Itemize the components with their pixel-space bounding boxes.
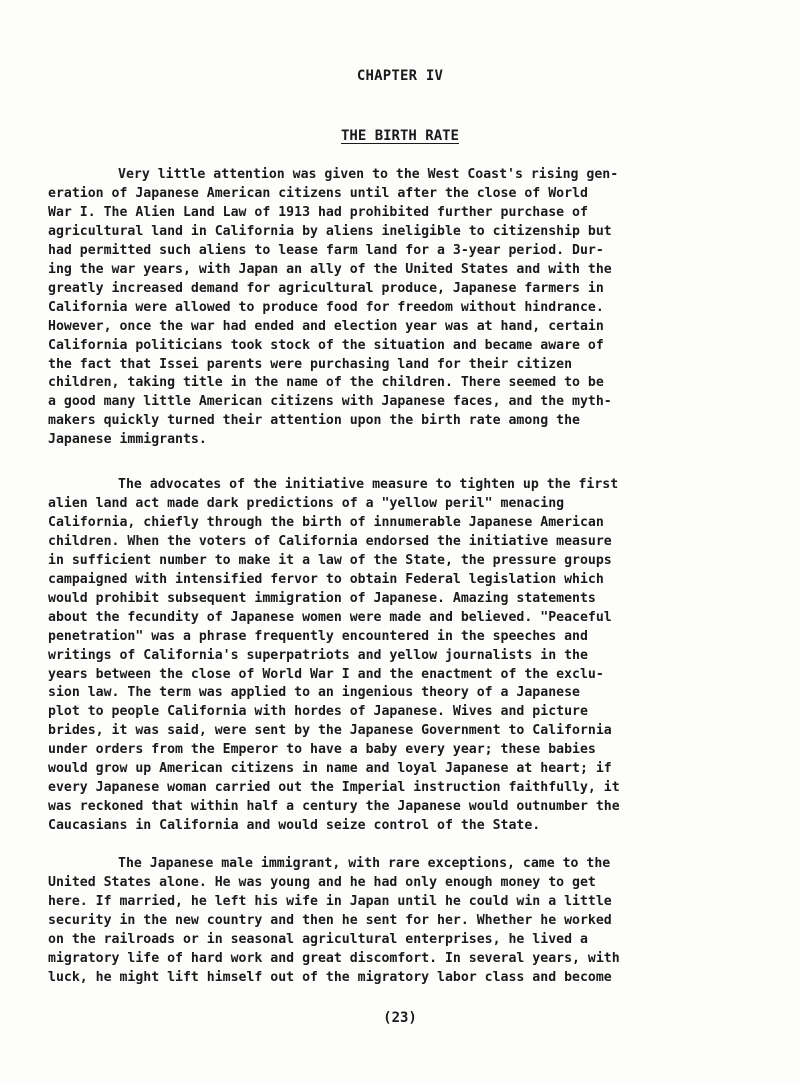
text-line: security in the new country and then he sent for her. Whether he worked <box>48 912 612 928</box>
text-line: would prohibit subsequent immigration of Japanese. Amazing statements <box>48 590 596 606</box>
text-line: penetration" was a phrase frequently encountered in the speeches and <box>48 628 588 644</box>
section-title <box>0 128 800 144</box>
text-line: eration of Japanese American citizens until after the close of World <box>48 185 588 201</box>
text-line: writings of California's superpatriots and yellow journalists in the <box>48 647 588 663</box>
text-line: Japanese immigrants. <box>48 432 207 448</box>
text-line: was reckoned that within half a century the Japanese would outnumber the <box>48 799 620 815</box>
text-line: greatly increased demand for agricultural produce, Japanese farmers in <box>48 280 604 296</box>
text-line: migratory life of hard work and great discomfort. In several years, with <box>48 950 620 966</box>
text-line: ing the war years, with Japan an ally of the United States and with the <box>48 261 612 277</box>
text-line: would grow up American citizens in name and loyal Japanese at heart; if <box>48 761 612 777</box>
text-line: California politicians took stock of the situation and became aware of <box>48 337 604 353</box>
text-line: a good many little American citizens with Japanese faces, and the myth- <box>48 394 612 410</box>
text-line: every Japanese woman carried out the Imperial instruction faithfully, it <box>48 780 620 796</box>
text-line: California, chiefly through the birth of innumerable Japanese American <box>48 514 604 530</box>
text-line: United States alone. He was young and he had only enough money to get <box>48 874 596 890</box>
text-line: here. If married, he left his wife in Japan until he could win a little <box>48 893 612 909</box>
text-line: brides, it was said, were sent by the Japanese Government to California <box>48 723 612 739</box>
text-line: Very little attention was given to the West Coast's rising gen- <box>118 167 619 182</box>
paragraph-3 <box>48 855 758 988</box>
text-line: the fact that Issei parents were purchasing land for their citizen <box>48 356 573 372</box>
text-line: in sufficient number to make it a law of the State, the pressure groups <box>48 552 612 568</box>
text-line: makers quickly turned their attention upon the birth rate among the <box>48 413 580 429</box>
text-line: The advocates of the initiative measure to tighten up the first <box>118 477 619 492</box>
text-line: sion law. The term was applied to an ingenious theory of a Japanese <box>48 685 580 701</box>
text-line: alien land act made dark predictions of a "yellow peril" menacing <box>48 495 565 511</box>
text-line: under orders from the Emperor to have a baby every year; these babies <box>48 742 596 758</box>
paragraph-2 <box>48 476 758 836</box>
text-line: campaigned with intensified fervor to obtain Federal legislation which <box>48 571 604 587</box>
text-line: However, once the war had ended and election year was at hand, certain <box>48 318 604 334</box>
paragraph-1 <box>48 166 758 450</box>
text-line: years between the close of World War I and the enactment of the exclu- <box>48 666 604 682</box>
page-number: (23) <box>383 1010 417 1026</box>
text-line: Caucasians in California and would seize control of the State. <box>48 818 541 834</box>
text-line: luck, he might lift himself out of the migratory labor class and become <box>48 969 612 985</box>
text-line: on the railroads or in seasonal agricultural enterprises, he lived a <box>48 931 588 947</box>
text-line: War I. The Alien Land Law of 1913 had prohibited further purchase of <box>48 204 588 220</box>
text-line: about the fecundity of Japanese women were made and believed. "Peaceful <box>48 609 612 625</box>
chapter-heading: CHAPTER IV <box>356 68 444 84</box>
section-title-text: THE BIRTH RATE <box>340 128 459 144</box>
text-line: children, taking title in the name of the children. There seemed to be <box>48 375 604 391</box>
text-line: had permitted such aliens to lease farm land for a 3-year period. Dur- <box>48 242 604 258</box>
text-line: children. When the voters of California endorsed the initiative measure <box>48 533 612 549</box>
text-line: agricultural land in California by aliens ineligible to citizenship but <box>48 223 612 239</box>
text-line: plot to people California with hordes of Japanese. Wives and picture <box>48 704 588 720</box>
text-line: The Japanese male immigrant, with rare exceptions, came to the <box>118 856 611 871</box>
text-line: California were allowed to produce food for freedom without hindrance. <box>48 299 604 315</box>
